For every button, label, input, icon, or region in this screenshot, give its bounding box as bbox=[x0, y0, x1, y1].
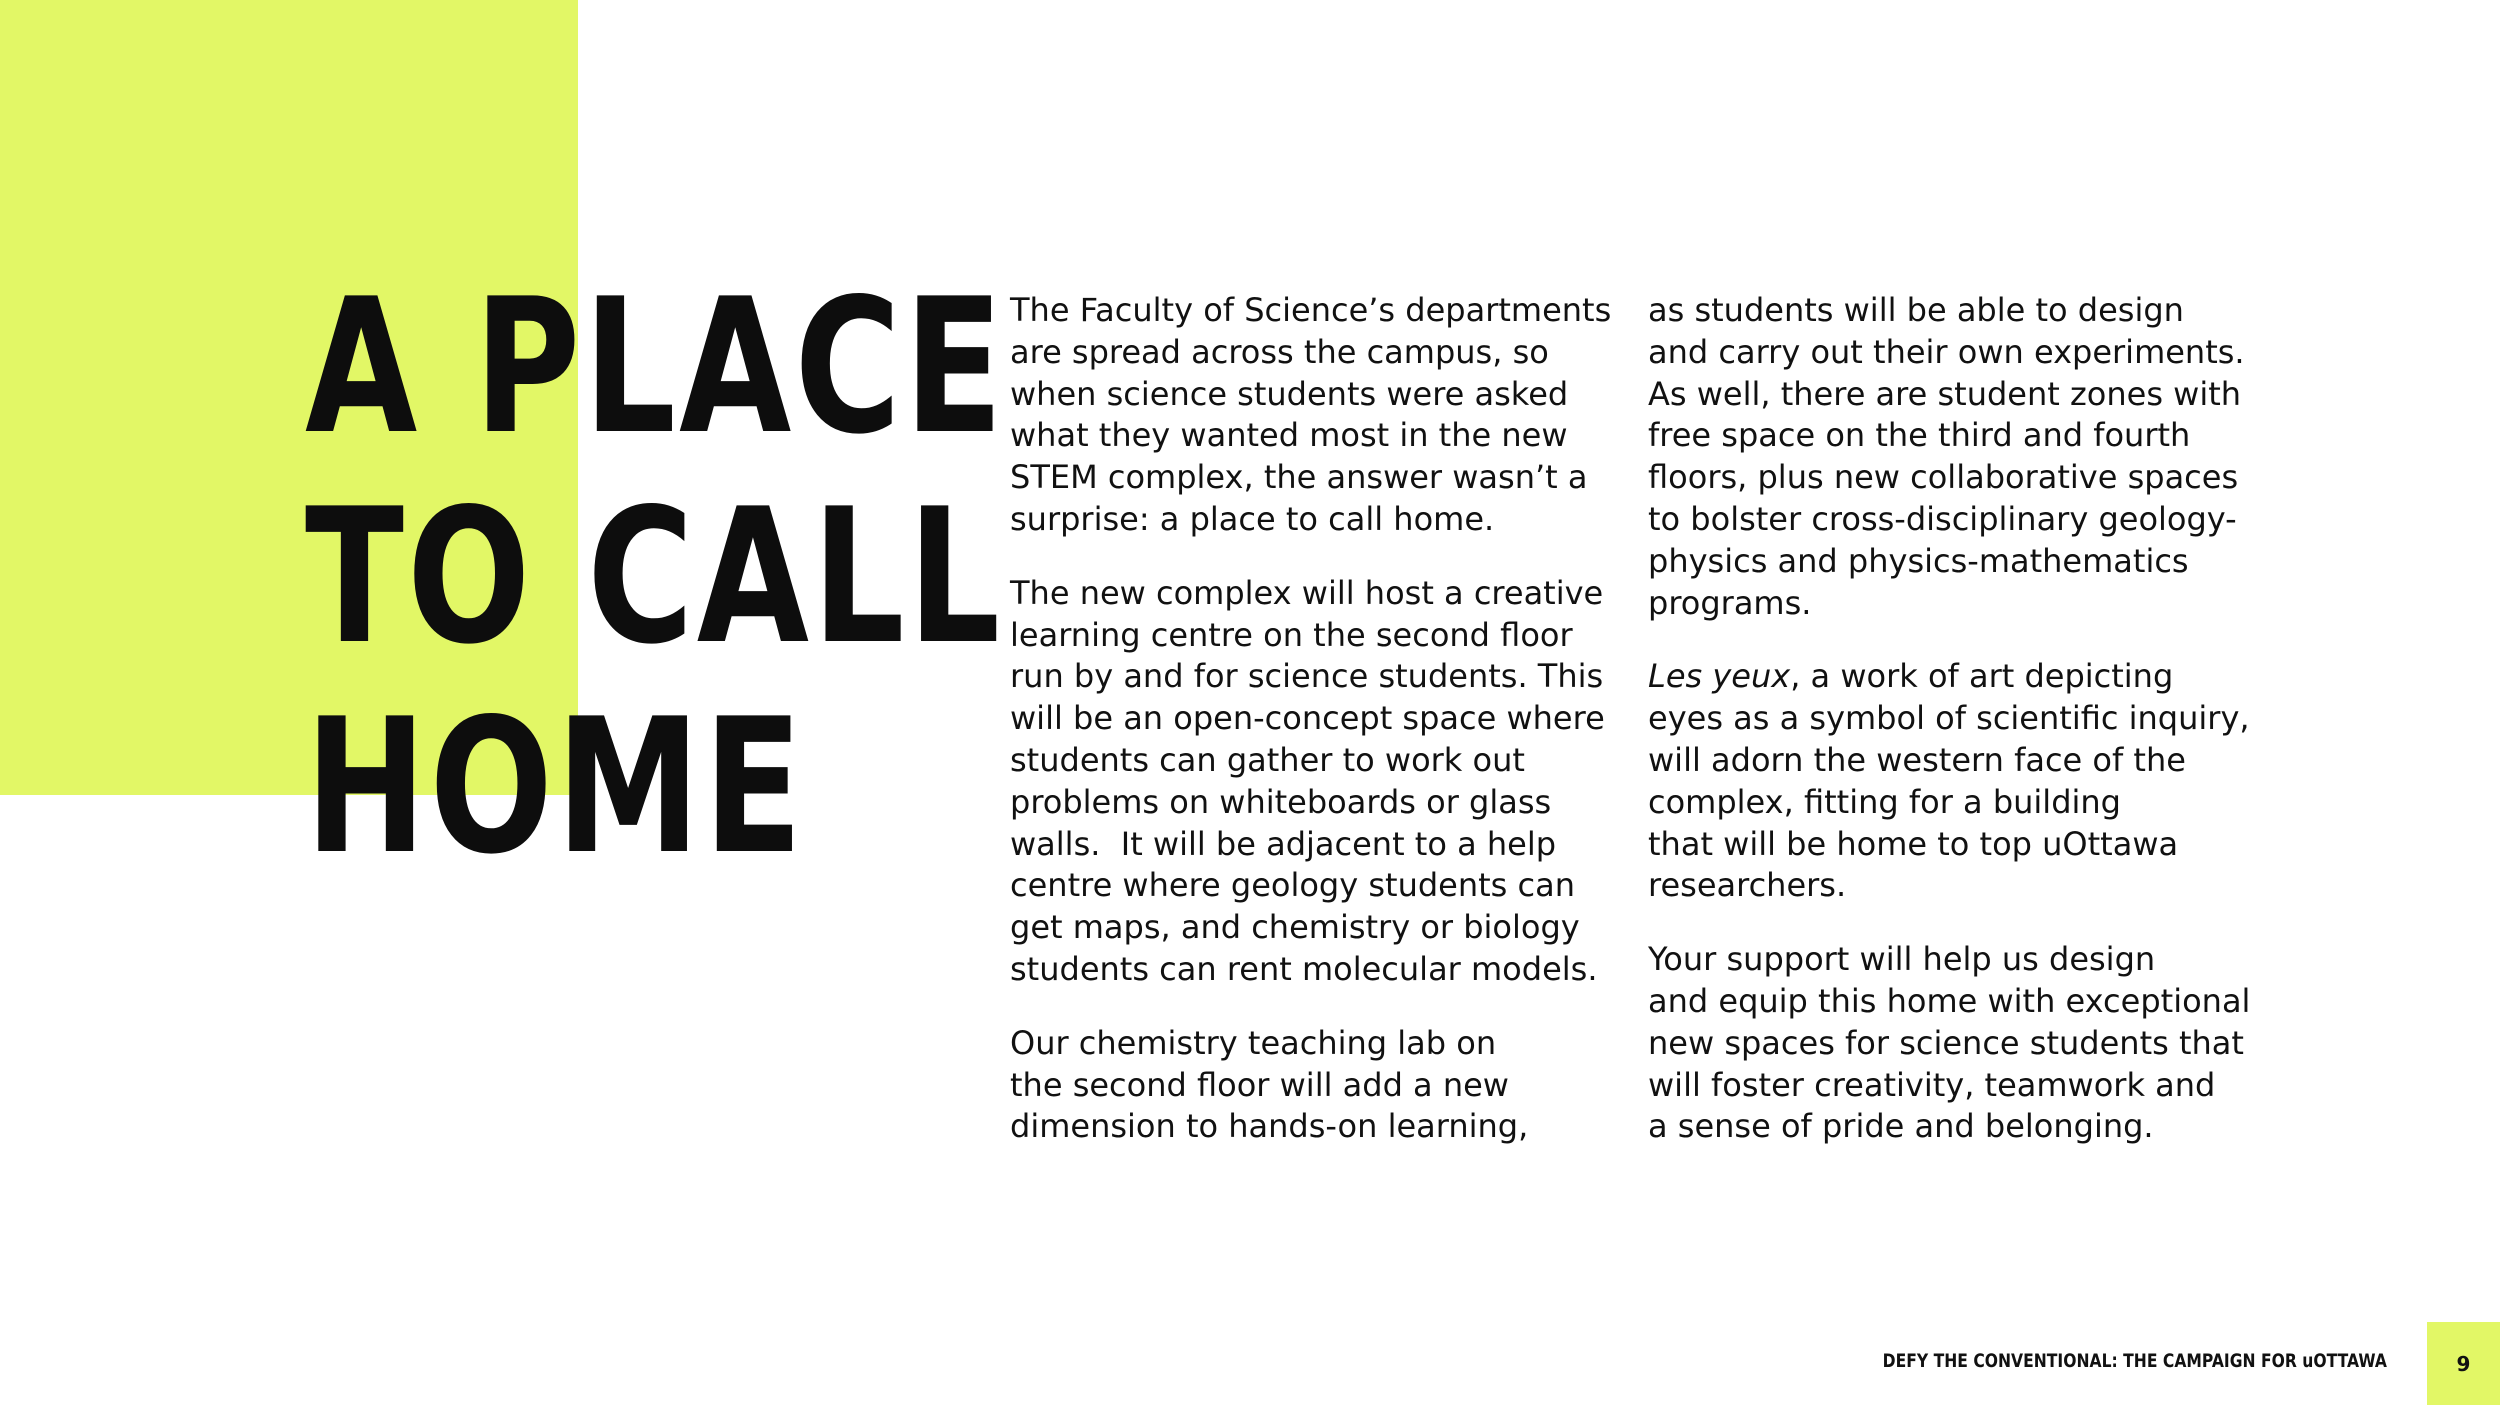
text-line: that will be home to top uOttawa bbox=[1648, 824, 2179, 863]
footer-campaign-title: DEFY THE CONVENTIONAL: THE CAMPAIGN FOR uOTTAWA bbox=[1882, 1350, 2387, 1372]
text-line: programs. bbox=[1648, 583, 1812, 622]
text-line: eyes as a symbol of scientific inquiry, bbox=[1648, 699, 2250, 738]
paragraph bbox=[1648, 290, 2258, 624]
text-line: students can gather to work out bbox=[1010, 740, 1525, 779]
text-line: as students will be able to design bbox=[1648, 291, 2184, 329]
text-line: run by and for science students. This bbox=[1010, 657, 1604, 696]
text-line: problems on whiteboards or glass bbox=[1010, 782, 1552, 821]
text-line: STEM complex, the answer wasn’t a bbox=[1010, 458, 1588, 497]
text-line: surprise: a place to call home. bbox=[1010, 499, 1495, 538]
artwork-title: Les yeux bbox=[1648, 657, 1791, 696]
text-line: dimension to hands-on learning, bbox=[1010, 1107, 1529, 1146]
text-line: a sense of pride and belonging. bbox=[1648, 1107, 2154, 1146]
text-line: and carry out their own experiments. bbox=[1648, 332, 2245, 371]
text-line: learning centre on the second floor bbox=[1010, 615, 1573, 654]
paragraph bbox=[1648, 656, 2258, 907]
paragraph bbox=[1010, 1023, 1620, 1148]
text-line: Your support will help us design bbox=[1648, 940, 2156, 979]
text-line: when science students were asked bbox=[1010, 374, 1569, 413]
paragraph bbox=[1010, 573, 1620, 991]
text-line: get maps, and chemistry or biology bbox=[1010, 908, 1580, 947]
paragraph bbox=[1010, 290, 1620, 541]
text-line: students can rent molecular models. bbox=[1010, 949, 1598, 988]
text-line: centre where geology students can bbox=[1010, 866, 1575, 905]
text-line: floors, plus new collaborative spaces bbox=[1648, 458, 2239, 497]
text-line: new spaces for science students that bbox=[1648, 1023, 2244, 1062]
paragraph bbox=[1648, 939, 2258, 1148]
text-line: physics and physics-mathematics bbox=[1648, 541, 2189, 580]
body-column-right bbox=[1648, 290, 2258, 1180]
text-line: the second floor will add a new bbox=[1010, 1065, 1509, 1104]
text-line bbox=[1648, 656, 2258, 698]
text-line: Our chemistry teaching lab on bbox=[1010, 1023, 1497, 1062]
text-line: and equip this home with exceptional bbox=[1648, 981, 2251, 1020]
text-line: The new complex will host a creative bbox=[1010, 573, 1604, 612]
text-line: to bolster cross-disciplinary geology- bbox=[1648, 499, 2237, 538]
text-line: walls. It will be adjacent to a help bbox=[1010, 824, 1557, 863]
headline-line: A PLACE bbox=[305, 258, 1007, 475]
text-line: will adorn the western face of the bbox=[1648, 740, 2186, 779]
page-headline bbox=[305, 258, 1007, 895]
headline-line: TO CALL bbox=[305, 468, 1004, 685]
headline-line: HOME bbox=[305, 678, 806, 895]
text-line: will be an open-concept space where bbox=[1010, 699, 1605, 738]
text-line: are spread across the campus, so bbox=[1010, 332, 1549, 371]
text-line: free space on the third and fourth bbox=[1648, 416, 2191, 455]
text-line: complex, fitting for a building bbox=[1648, 782, 2121, 821]
text-line: what they wanted most in the new bbox=[1010, 416, 1568, 455]
text-fragment: , a work of art depicting bbox=[1790, 657, 2174, 696]
page-number-tab bbox=[2427, 1322, 2500, 1405]
body-column-left bbox=[1010, 290, 1620, 1180]
page-number: 9 bbox=[2456, 1351, 2471, 1376]
text-line: will foster creativity, teamwork and bbox=[1648, 1065, 2216, 1104]
text-line: As well, there are student zones with bbox=[1648, 374, 2242, 413]
text-line: researchers. bbox=[1648, 866, 1847, 905]
text-line: The Faculty of Science’s departments bbox=[1010, 291, 1612, 329]
